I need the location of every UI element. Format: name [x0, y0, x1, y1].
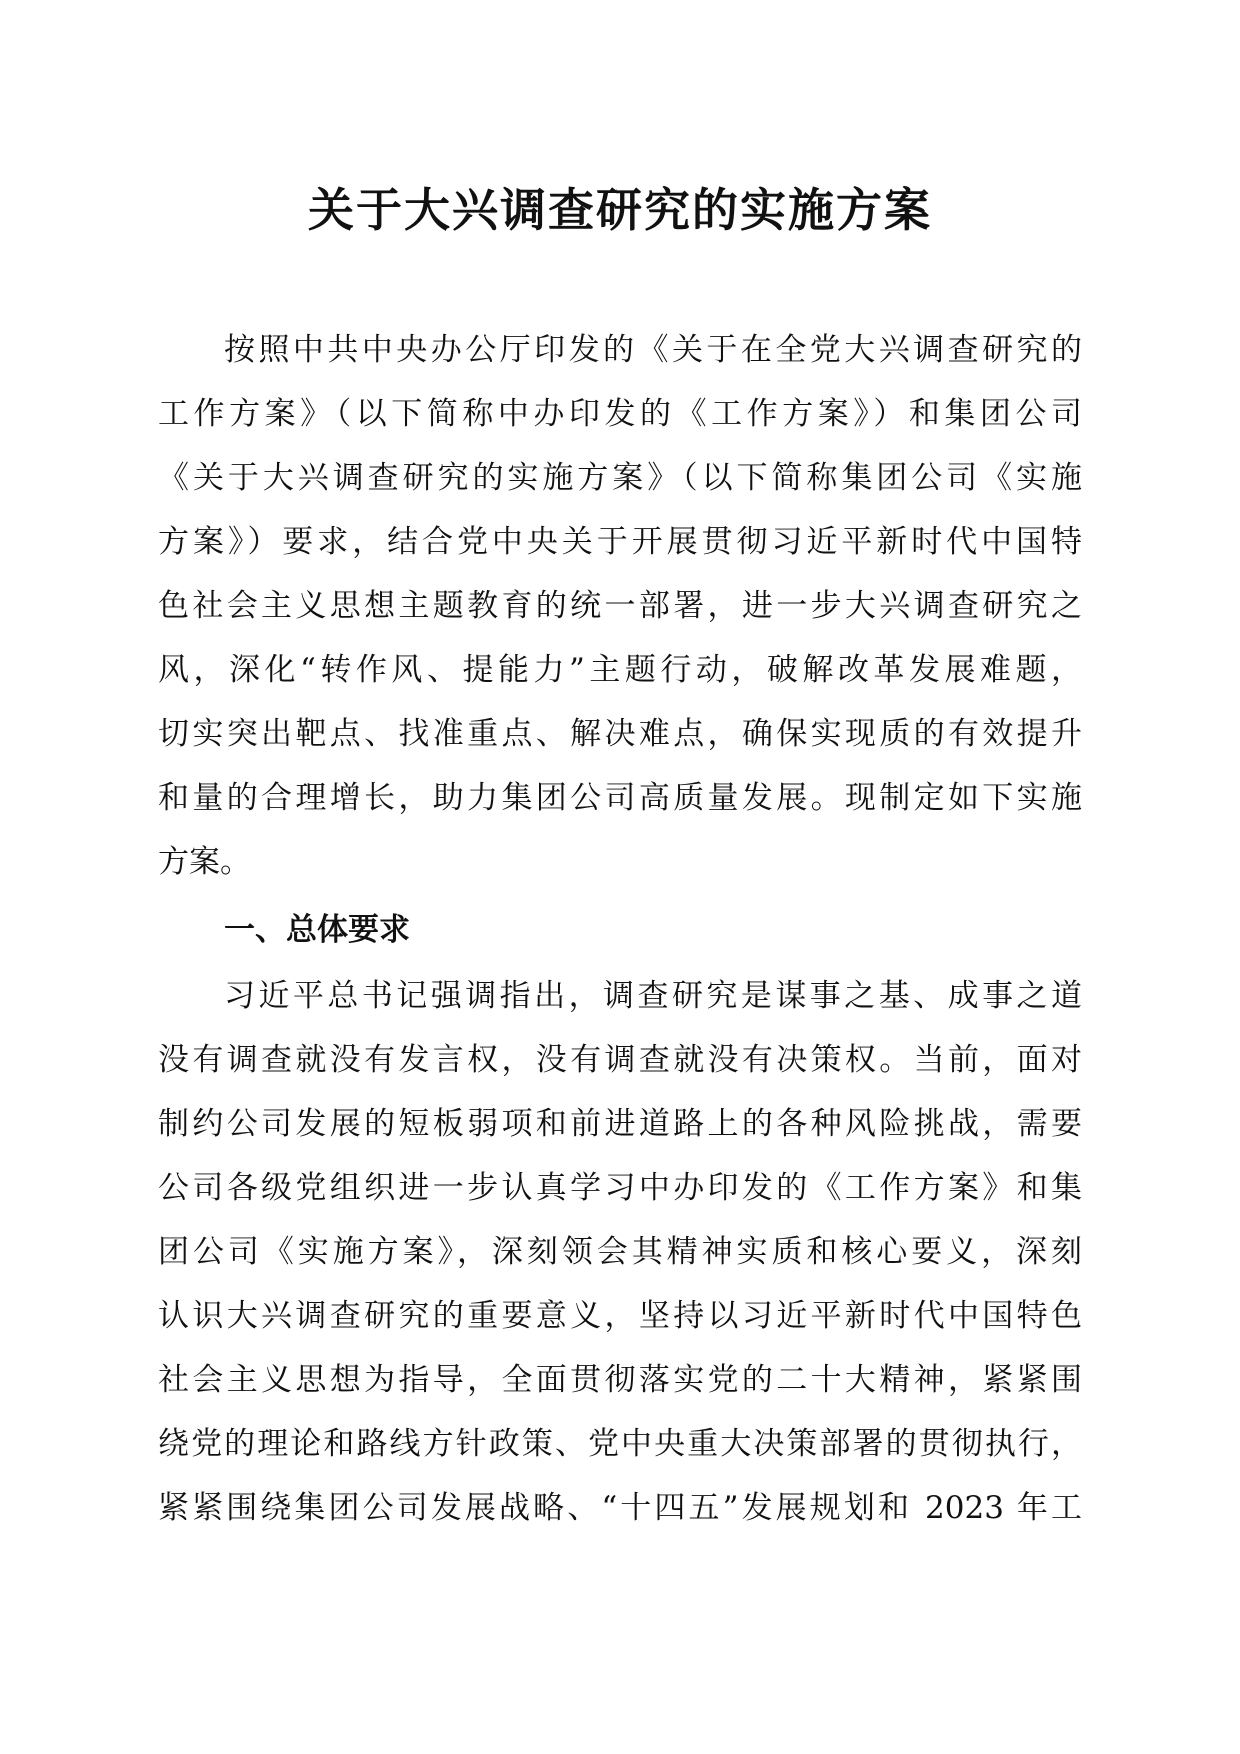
intro-paragraph-line: 色社会主义思想主题教育的统一部署，进一步大兴调查研究之 [158, 588, 1082, 624]
intro-paragraph-line: 方案》）要求，结合党中央关于开展贯彻习近平新时代中国特 [158, 524, 1082, 560]
section-paragraph-line: 制约公司发展的短板弱项和前进道路上的各种风险挑战，需要 [158, 1106, 1082, 1142]
section-paragraph-line: 社会主义思想为指导，全面贯彻落实党的二十大精神，紧紧围 [158, 1362, 1082, 1398]
intro-paragraph-line: 风，深化“转作风、提能力”主题行动，破解改革发展难题， [158, 652, 1082, 688]
intro-paragraph-line: 按照中共中央办公厅印发的《关于在全党大兴调查研究的 [224, 332, 1082, 368]
section-paragraph-line: 习近平总书记强调指出，调查研究是谋事之基、成事之道 [224, 978, 1082, 1014]
intro-paragraph-line: 切实突出靶点、找准重点、解决难点，确保实现质的有效提升 [158, 716, 1082, 752]
document-title: 关于大兴调查研究的实施方案 [308, 183, 932, 237]
section-paragraph-line: 没有调查就没有发言权，没有调查就没有决策权。当前，面对 [158, 1042, 1082, 1078]
intro-paragraph-line: 工作方案》（以下简称中办印发的《工作方案》）和集团公司 [158, 396, 1082, 432]
section-paragraph-line: 公司各级党组织进一步认真学习中办印发的《工作方案》和集 [158, 1170, 1082, 1206]
section-paragraph-line: 紧紧围绕集团公司发展战略、“十四五”发展规划和 2023 年工 [158, 1490, 1082, 1526]
intro-paragraph-line: 和量的合理增长，助力集团公司高质量发展。现制定如下实施 [158, 780, 1082, 816]
section-paragraph-line: 认识大兴调查研究的重要意义，坚持以习近平新时代中国特色 [158, 1298, 1082, 1334]
section-paragraph-line: 绕党的理论和路线方针政策、党中央重大决策部署的贯彻执行， [158, 1426, 1082, 1462]
section-heading: 一、总体要求 [224, 912, 410, 948]
intro-paragraph-line: 方案。 [158, 844, 251, 880]
section-paragraph-line: 团公司《实施方案》，深刻领会其精神实质和核心要义，深刻 [158, 1234, 1082, 1270]
intro-paragraph-line: 《关于大兴调查研究的实施方案》（以下简称集团公司《实施 [158, 460, 1082, 496]
